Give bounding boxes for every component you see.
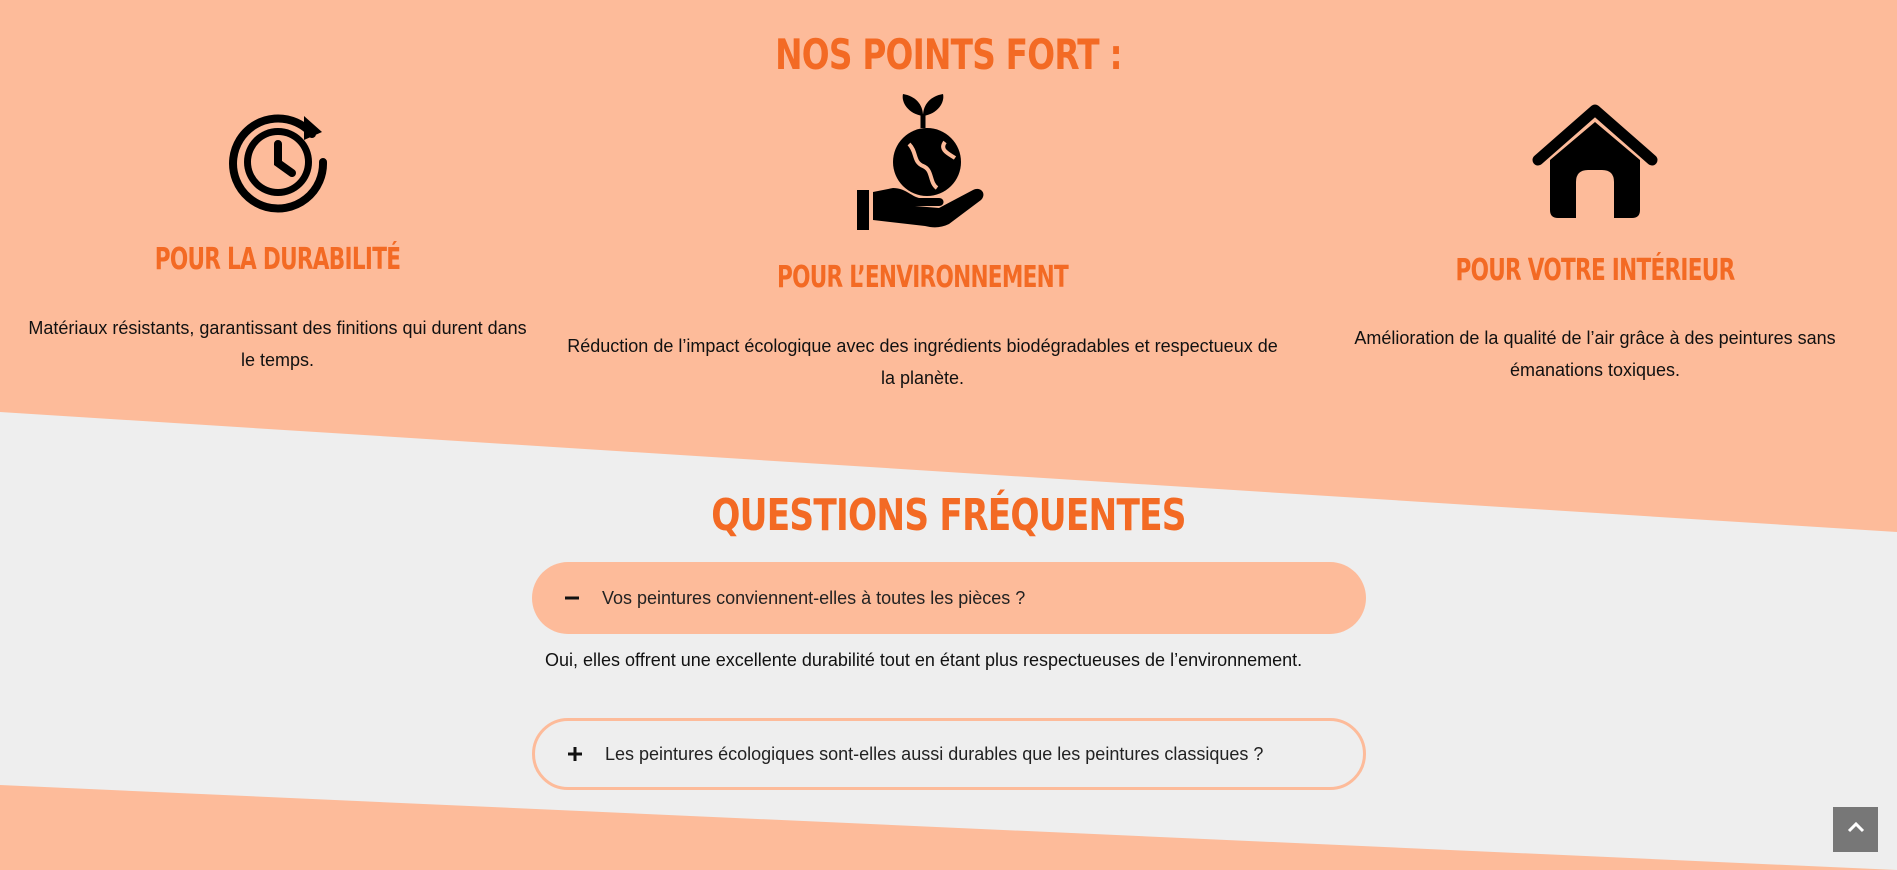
feature-heading: POUR VOTRE INTÉRIEUR: [1455, 253, 1735, 288]
chevron-up-icon: [1846, 820, 1866, 839]
minus-icon: [562, 588, 582, 608]
faq-question: Les peintures écologiques sont-elles aussi durables que les peintures classiques ?: [605, 743, 1264, 764]
faq-answer: Oui, elles offrent une excellente durabilité tout en étant plus respectueuses de l’environnement.: [545, 650, 1303, 670]
hand-globe-plant-icon: [853, 92, 993, 237]
clock-refresh-icon: [226, 110, 330, 219]
feature-environment: [565, 0, 1280, 400]
faq-item-durability[interactable]: [532, 718, 1366, 790]
feature-durability: [20, 0, 535, 400]
plus-icon: [565, 744, 585, 764]
feature-description: Amélioration de la qualité de l’air grâce à des peintures sans émanations toxiques.: [1354, 328, 1836, 380]
feature-interior: [1310, 0, 1880, 400]
faq-item-rooms[interactable]: [532, 562, 1366, 634]
feature-heading: POUR L’ENVIRONNEMENT: [776, 260, 1069, 295]
house-icon: [1532, 102, 1658, 227]
back-to-top-button[interactable]: [1833, 807, 1878, 852]
faq-section-title: QUESTIONS FRÉQUENTES: [711, 490, 1186, 541]
feature-description: Réduction de l’impact écologique avec des ingrédients biodégradables et respectueux de la planète.: [567, 336, 1278, 388]
points-section-title: NOS POINTS FORT :: [775, 30, 1122, 79]
feature-description: Matériaux résistants, garantissant des finitions qui durent dans le temps.: [28, 318, 527, 370]
faq-question: Vos peintures conviennent-elles à toutes les pièces ?: [602, 587, 1026, 608]
feature-heading: POUR LA DURABILITÉ: [154, 242, 401, 277]
bottom-peach-band: [0, 785, 1897, 870]
